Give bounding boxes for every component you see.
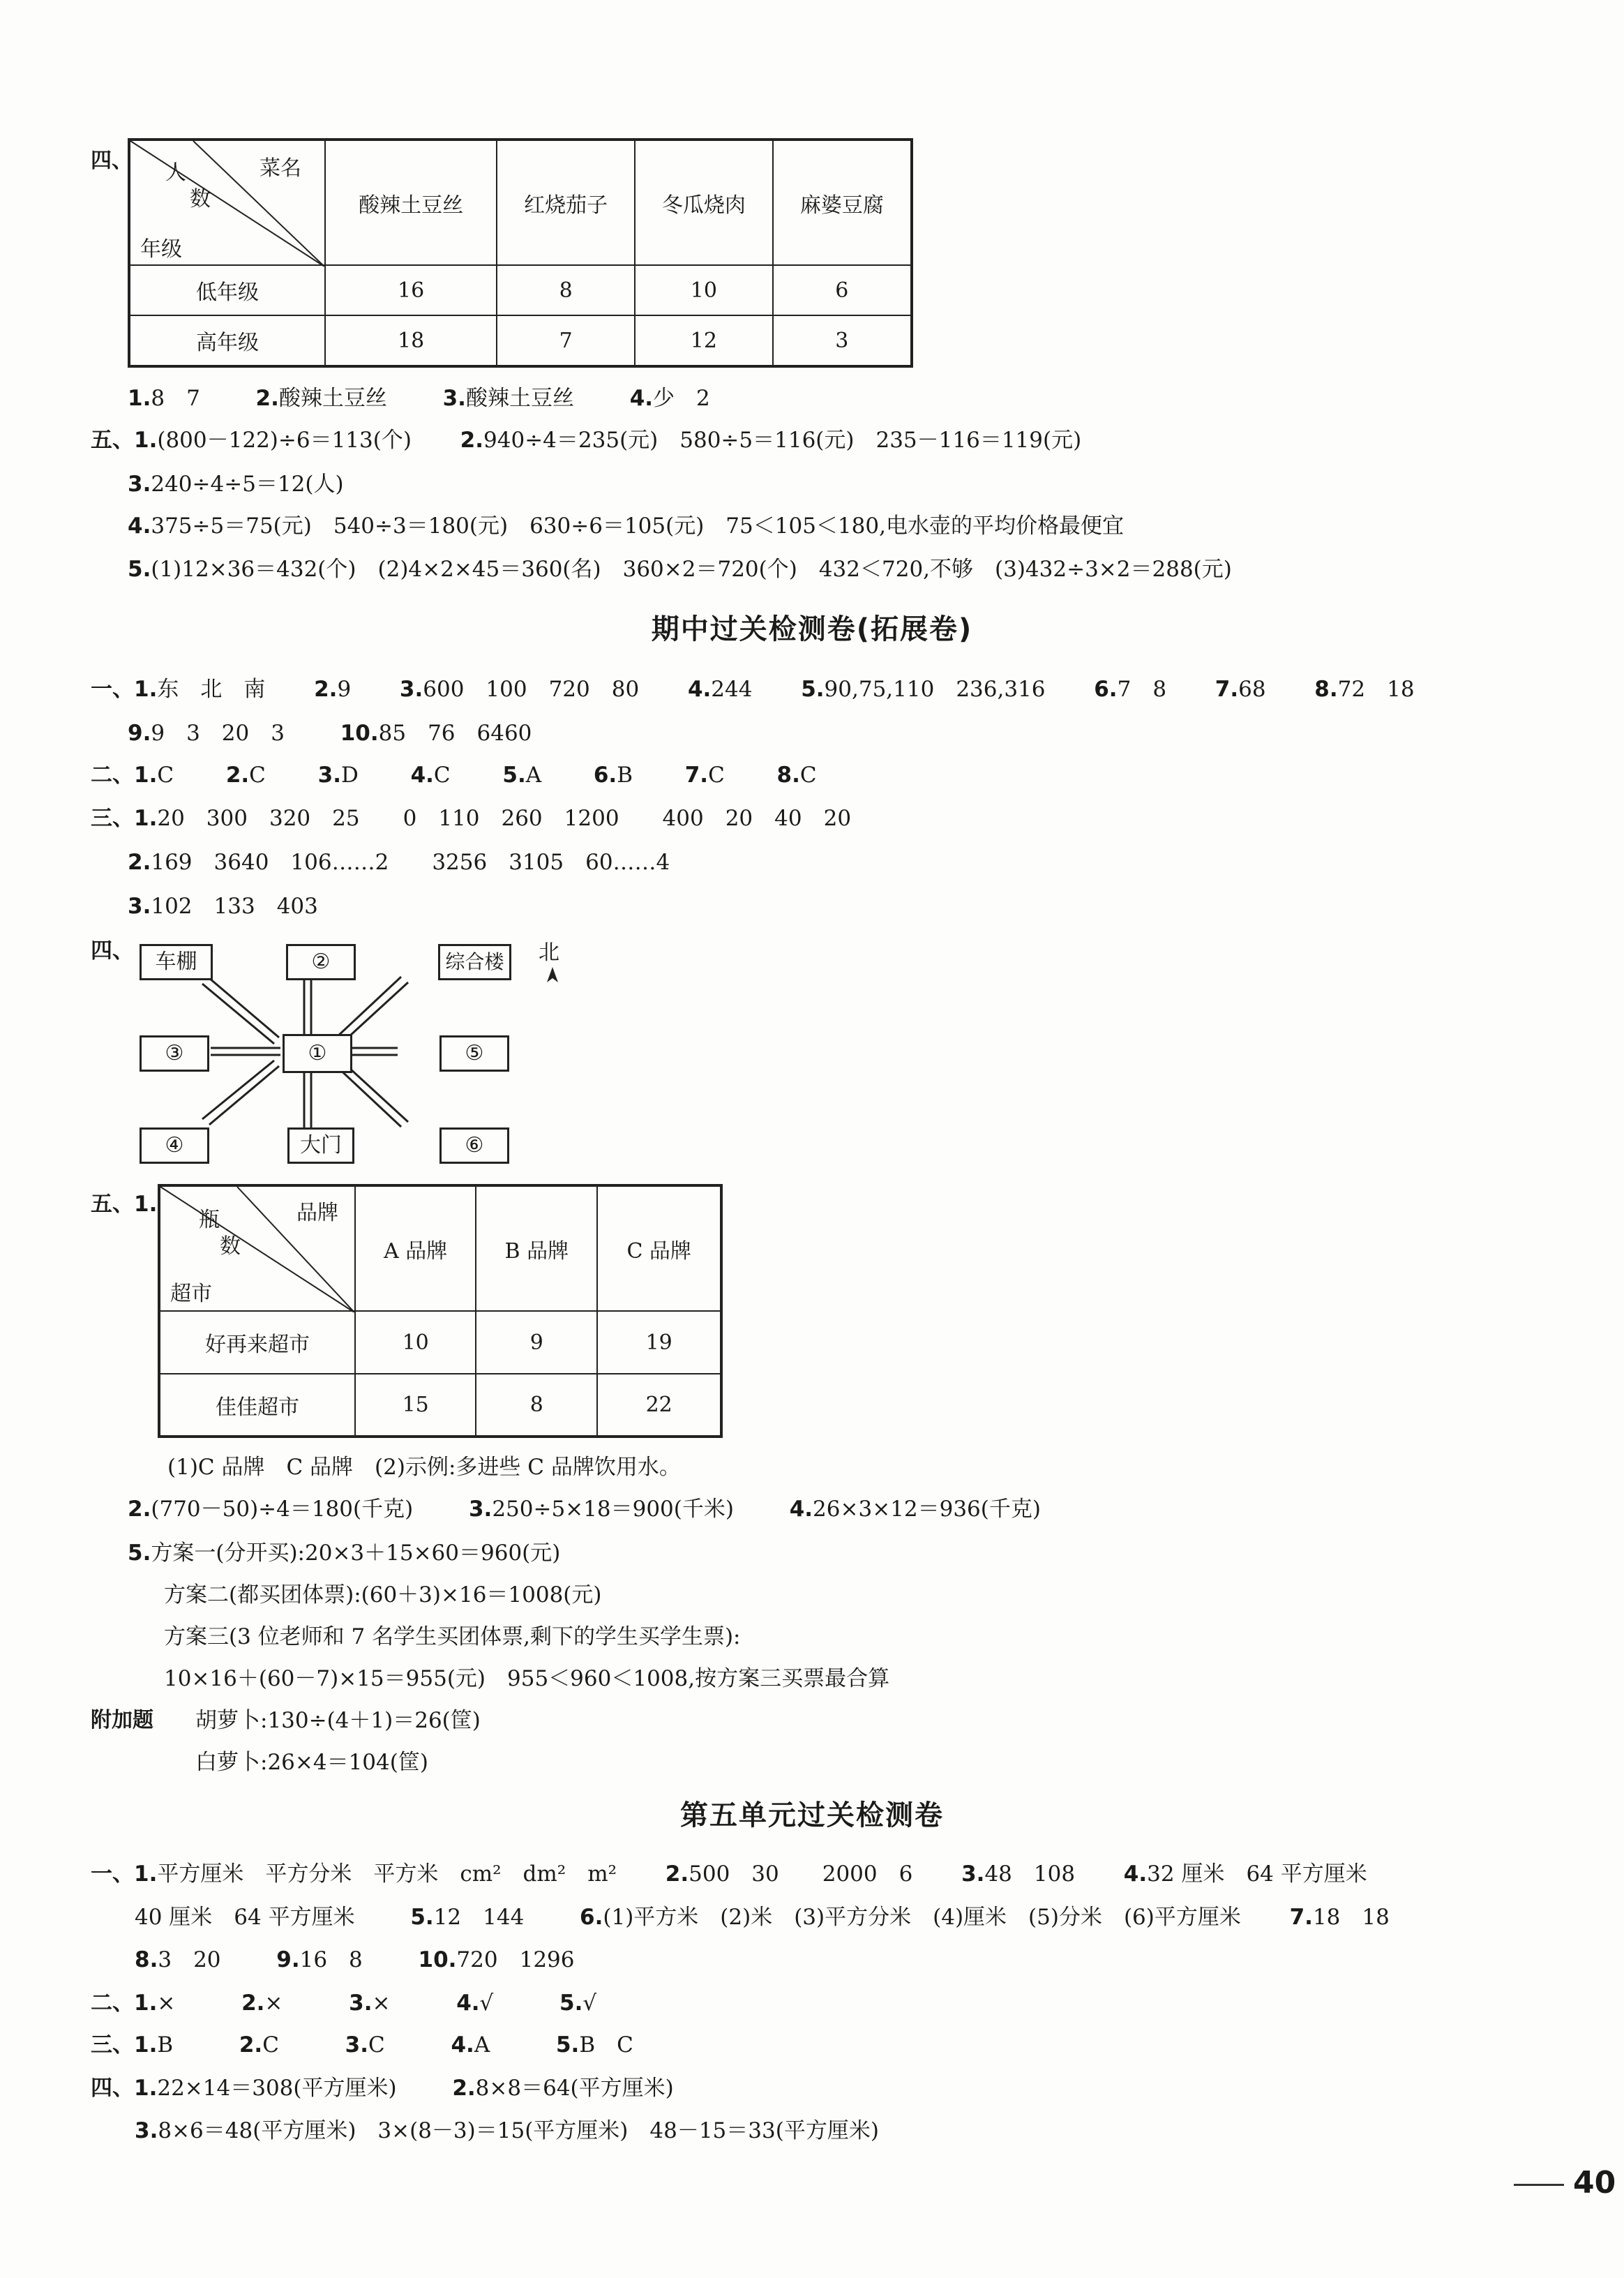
- col-header: 麻婆豆腐: [773, 140, 912, 265]
- answer-line: (1)C 品牌 C 品牌 (2)示例:多进些 C 品牌饮用水。: [167, 1455, 681, 1480]
- north-label: 北: [539, 941, 559, 965]
- dish-table: [128, 138, 913, 368]
- answer-line: 9.9 3 20 3 10.85 76 6460: [128, 721, 532, 746]
- table-cell: 18: [325, 315, 497, 366]
- answer-line: 胡萝卜:130÷(4＋1)＝26(筐): [195, 1708, 481, 1733]
- col-header: B 品牌: [476, 1185, 597, 1311]
- bonus-label: 附加题: [91, 1708, 153, 1732]
- map-node-zonghelou: 综合楼: [438, 944, 511, 980]
- table-cell: 6: [773, 265, 912, 315]
- table-cell: 3: [773, 315, 912, 366]
- corner-left-2: 数: [220, 1234, 241, 1259]
- dish-table-corner: [129, 140, 325, 265]
- answer-line: 3.8×6＝48(平方厘米) 3×(8－3)＝15(平方厘米) 48－15＝33(平方厘米): [135, 2118, 879, 2143]
- map-node-4: ④: [140, 1127, 209, 1164]
- answer-line: 4.375÷5＝75(元) 540÷3＝180(元) 630÷6＝105(元) 75＜105＜180,电水壶的平均价格最便宜: [128, 514, 1124, 539]
- answer-line: 二、1.C 2.C 3.D 4.C 5.A 6.B 7.C 8.C: [91, 763, 817, 788]
- north-arrow-icon: [547, 967, 558, 982]
- answer-line: 一、1.平方厘米 平方分米 平方米 cm² dm² m² 2.500 30 2000 6 3.48 108 4.32 厘米 64 平方厘米: [91, 1861, 1367, 1887]
- corner-bottom: 超市: [170, 1282, 212, 1306]
- answer-line: 10×16＋(60－7)×15＝955(元) 955＜960＜1008,按方案三买票最合算: [164, 1666, 890, 1691]
- table-cell: 7: [497, 315, 635, 366]
- answer-line: 三、1.20 300 320 25 0 110 260 1200 400 20 40 20: [91, 806, 852, 831]
- answer-line: 四、1.22×14＝308(平方厘米) 2.8×8＝64(平方厘米): [91, 2076, 674, 2101]
- table-cell: 15: [355, 1374, 476, 1437]
- col-header: A 品牌: [355, 1185, 476, 1311]
- answer-line: 1.8 7 2.酸辣土豆丝 3.酸辣土豆丝 4.少 2: [128, 386, 710, 411]
- water-table-corner: [159, 1185, 355, 1311]
- corner-left-1: 人: [165, 160, 186, 185]
- answer-line: 5.方案一(分开买):20×3＋15×60＝960(元): [128, 1541, 561, 1566]
- table-cell: 8: [497, 265, 635, 315]
- row-header: 低年级: [129, 265, 325, 315]
- water-table: [158, 1184, 723, 1438]
- table-cell: 8: [476, 1374, 597, 1437]
- corner-left-2: 数: [190, 187, 211, 211]
- map-node-damen: 大门: [287, 1127, 354, 1164]
- row-header: 佳佳超市: [159, 1374, 355, 1437]
- table-cell: 19: [597, 1311, 721, 1374]
- table-cell: 9: [476, 1311, 597, 1374]
- table-cell: 22: [597, 1374, 721, 1437]
- col-header: C 品牌: [597, 1185, 721, 1311]
- table-cell: 16: [325, 265, 497, 315]
- map-node-2: ②: [286, 944, 356, 980]
- corner-left-1: 瓶: [199, 1208, 220, 1232]
- section-4-label: 四、: [91, 938, 134, 964]
- table-cell: 10: [355, 1311, 476, 1374]
- map-node-chepeng: 车棚: [140, 944, 213, 980]
- answer-line: 方案二(都买团体票):(60＋3)×16＝1008(元): [164, 1582, 602, 1608]
- answer-line: 3.240÷4÷5＝12(人): [128, 472, 344, 497]
- corner-top: 菜名: [260, 156, 301, 181]
- answer-line: 一、1.东 北 南 2.9 3.600 100 720 80 4.244 5.90,75,110 236,316 6.7 8 7.68 8.72 18: [91, 677, 1415, 702]
- answer-line: 白萝卜:26×4＝104(筐): [195, 1750, 428, 1775]
- section-4-label: 四、: [91, 149, 133, 173]
- corner-bottom: 年级: [140, 237, 182, 262]
- answer-line: 5.(1)12×36＝432(个) (2)4×2×45＝360(名) 360×2＝720(个) 432＜720,不够 (3)432÷3×2＝288(元): [128, 557, 1232, 582]
- section-5-label: 五、1.: [91, 1192, 158, 1217]
- answer-line: 2.169 3640 106……2 3256 3105 60……4: [128, 850, 670, 875]
- answer-line: 8.3 20 9.16 8 10.720 1296: [135, 1947, 575, 1972]
- section-title: 第五单元过关检测卷: [680, 1799, 944, 1831]
- section-title: 期中过关检测卷(拓展卷): [651, 613, 973, 645]
- page-number: 40: [1573, 2165, 1616, 2201]
- map-node-6: ⑥: [439, 1127, 509, 1164]
- col-header: 红烧茄子: [497, 140, 635, 265]
- row-header: 好再来超市: [159, 1311, 355, 1374]
- answer-line: 三、1.B 2.C 3.C 4.A 5.B C: [91, 2032, 633, 2058]
- answer-line: 3.102 133 403: [128, 894, 318, 919]
- answer-line: 五、1.(800－122)÷6＝113(个) 2.940÷4＝235(元) 580÷5＝116(元) 235－116＝119(元): [91, 428, 1082, 453]
- answer-line: 二、1.× 2.× 3.× 4.√ 5.√: [91, 1991, 597, 2016]
- page-number-rule: [1514, 2184, 1564, 2186]
- answer-line: 40 厘米 64 平方厘米 5.12 144 6.(1)平方米 (2)米 (3)平方分米 (4)厘米 (5)分米 (6)平方厘米 7.18 18: [135, 1905, 1390, 1930]
- corner-top: 品牌: [296, 1201, 338, 1225]
- map-node-5: ⑤: [439, 1035, 509, 1072]
- map-node-3: ③: [140, 1035, 209, 1072]
- table-cell: 12: [635, 315, 773, 366]
- answer-line: 方案三(3 位老师和 7 名学生买团体票,剩下的学生买学生票):: [164, 1624, 741, 1649]
- col-header: 冬瓜烧肉: [635, 140, 773, 265]
- table-cell: 10: [635, 265, 773, 315]
- row-header: 高年级: [129, 315, 325, 366]
- col-header: 酸辣土豆丝: [325, 140, 497, 265]
- answer-line: 2.(770－50)÷4＝180(千克) 3.250÷5×18＝900(千米) 4.26×3×12＝936(千克): [128, 1497, 1041, 1522]
- map-node-1: ①: [283, 1034, 352, 1073]
